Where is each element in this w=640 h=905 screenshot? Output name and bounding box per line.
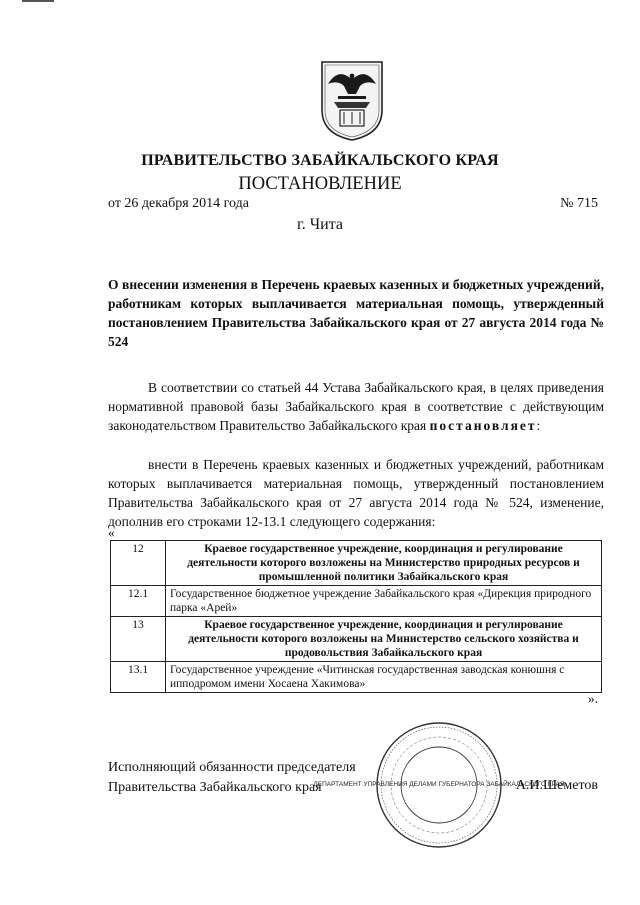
row-number: 13.1 (111, 662, 166, 693)
preamble-suffix: : (536, 418, 541, 433)
government-name: ПРАВИТЕЛЬСТВО ЗАБАЙКАЛЬСКОГО КРАЯ (141, 152, 499, 169)
coat-of-arms-icon (316, 58, 388, 142)
document-city: г. Чита (296, 216, 343, 233)
row-number: 13 (111, 617, 166, 662)
document-date: от 26 декабря 2014 года (108, 196, 249, 211)
document-number: № 715 (560, 196, 598, 211)
signatory-position-line2: Правительства Забайкальского края (108, 780, 322, 795)
signatory-position (108, 758, 356, 798)
document-title: О внесении изменения в Перечень краевых казенных и бюджетных учреждений, работникам которых выплачивается материальная помощь, утвержденный постановлением Правительства Забайкальского края от 27 августа 2014 года № 524 (108, 277, 604, 349)
preamble-paragraph (108, 378, 604, 435)
resolve-keyword: постановляет (429, 418, 537, 433)
stamp-center-text: ДЕПАРТАМЕНТ УПРАВЛЕНИЯ ДЕЛАМИ ГУБЕРНАТОРА ЗАБАЙКАЛЬСКОГО КРАЯ (313, 781, 565, 788)
signatory-position-line1: Исполняющий обязанности председателя (108, 760, 356, 775)
table-row (111, 617, 602, 662)
table-row (111, 586, 602, 617)
preamble-text: В соответствии со статьей 44 Устава Забайкальского края, в целях приведения нормативной правовой базы Забайкальского края в соответствие с действующим законодательством Правительство Забайкальского края (108, 380, 604, 433)
row-number: 12 (111, 541, 166, 586)
operative-paragraph: внести в Перечень краевых казенных и бюджетных учреждений, работникам которых выплачивается материальная помощь, утвержденный постановлением Правительства Забайкальского края от 27 августа 2014 года № 524, изменение, дополнив его строками 12-13.1 следующего содержания: (108, 457, 604, 529)
document-type: ПОСТАНОВЛЕНИЕ (238, 174, 402, 194)
quote-close: ». (587, 691, 598, 706)
institutions-table (110, 540, 602, 693)
row-text: Краевое государственное учреждение, координация и регулирование деятельности которого возложены на Министерство природных ресурсов и промышленной политики Забайкальского края (166, 541, 602, 586)
table-row (111, 662, 602, 693)
row-text: Государственное бюджетное учреждение Забайкальского края «Дирекция природного парка «Арей» (166, 586, 602, 617)
quote-open: « (108, 525, 115, 540)
row-text: Государственное учреждение «Читинская государственная заводская конюшня с ипподромом имени Хосаена Хакимова» (166, 662, 602, 693)
table-row (111, 541, 602, 586)
row-number: 12.1 (111, 586, 166, 617)
signatory-name: А.И.Шеметов (515, 778, 598, 793)
scan-mark (22, 0, 54, 2)
row-text: Краевое государственное учреждение, координация и регулирование деятельности которого возложены на Министерство сельского хозяйства и продовольствия Забайкальского края (166, 617, 602, 662)
